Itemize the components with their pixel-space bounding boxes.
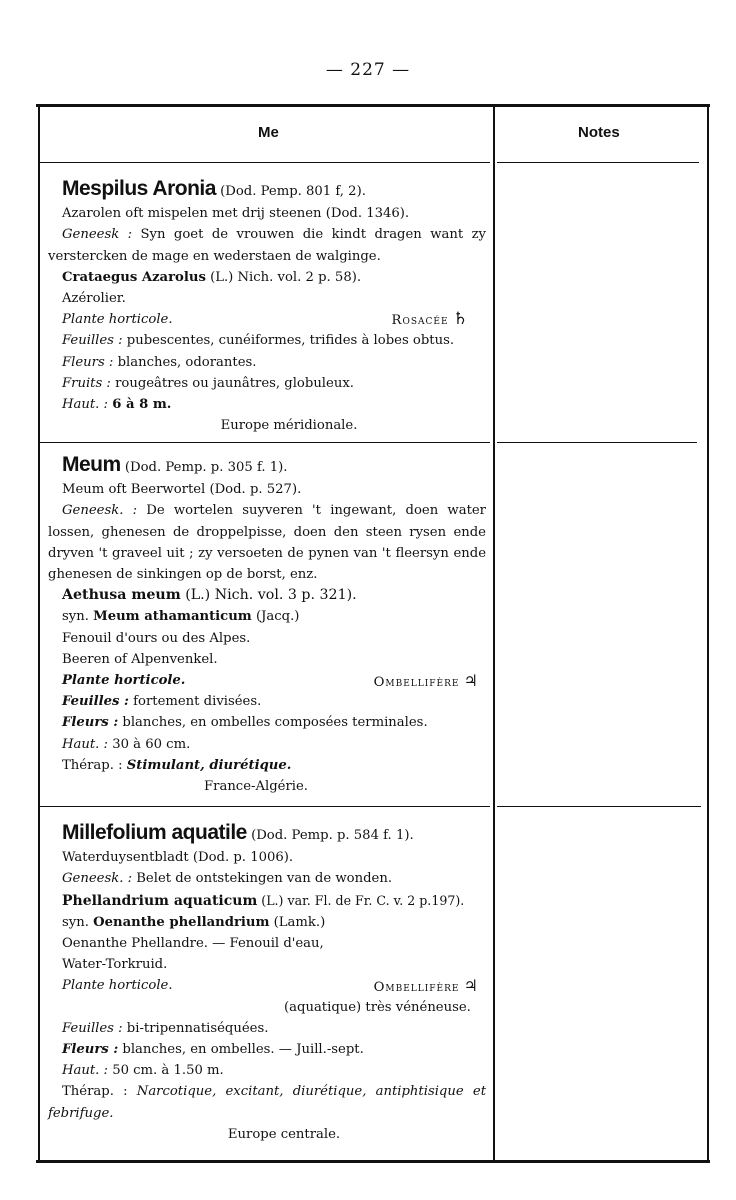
geneesk-label: Geneesk. : — [62, 871, 133, 887]
toxicity-note: (aquatique) très vénéneuse. — [284, 999, 471, 1015]
synonym-reference: (Lamk.) — [273, 914, 326, 930]
common-name: Beeren of Alpenvenkel. — [62, 651, 218, 667]
synonym-reference: (L.) Nich. vol. 3 p. 321). — [185, 587, 357, 604]
family-name: Ombellifère — [373, 980, 460, 996]
perennial-symbol-icon: ♃ — [463, 671, 478, 691]
haut-label: Haut. : — [62, 736, 108, 752]
therap-label: Thérap. : — [62, 757, 123, 773]
synonym-name: Meum athamanticum — [93, 609, 252, 625]
feuilles-text: bi-tripennatiséquées. — [126, 1020, 269, 1036]
synonym-name: Oenanthe phellandrium — [93, 914, 270, 930]
therap-text: Narcotique, excitant, diurétique, antiphtisique et febrifuge. — [48, 1084, 486, 1121]
geneesk-block — [48, 224, 486, 266]
page-number: — 227 — — [325, 60, 411, 80]
main-column-header: Me — [258, 124, 279, 141]
plante-type: Plante horticole. — [62, 673, 186, 689]
fleurs-label: Fleurs : — [62, 354, 114, 370]
haut-text: 6 à 8 m. — [112, 397, 172, 413]
fruits-text: rougeâtres ou jaunâtres, globuleux. — [115, 375, 354, 391]
notes-separator-2 — [497, 806, 701, 807]
column-divider — [493, 107, 495, 1160]
entry-mespilus-aronia — [48, 177, 486, 436]
haut-label: Haut. : — [62, 1063, 108, 1079]
geneesk-text: De wortelen suyveren 't ingewant, doen water lossen, ghenesen de droppelpisse, doen den steen rysen ende dryven 't graveel uit ; zy versoeten de pynen van 't fleersyn ende ghenesen de sinkingen op de borst, enz. — [48, 503, 486, 583]
plante-type: Plante horticole. — [62, 978, 173, 994]
geneesk-text: Belet de ontstekingen van de wonden. — [136, 871, 393, 887]
entry-line: Azarolen oft mispelen met drij steenen (Dod. 1346). — [62, 206, 410, 222]
geneesk-label: Geneesk : — [62, 227, 133, 243]
fleurs-text: blanches, odorantes. — [117, 354, 257, 370]
syn-label: syn. — [62, 914, 89, 930]
entry-reference: (Dod. Pemp. p. 584 f. 1). — [251, 828, 414, 843]
left-border — [38, 107, 40, 1160]
geneesk-text: Syn goet de vrouwen die kindt dragen want zy verstercken de mage en wederstaen de walginge. — [48, 227, 486, 264]
feuilles-label: Feuilles : — [62, 694, 129, 710]
entry-line: Meum oft Beerwortel (Dod. p. 527). — [62, 482, 302, 498]
fruits-label: Fruits : — [62, 375, 111, 391]
haut-text: 50 cm. à 1.50 m. — [112, 1063, 224, 1079]
region: Europe méridionale. — [220, 418, 358, 434]
entry-title: Mespilus Aronia — [62, 177, 216, 200]
common-name: Water-Torkruid. — [62, 957, 168, 973]
fleurs-text: blanches, en ombelles. — Juill.-sept. — [122, 1042, 364, 1058]
feuilles-text: pubescentes, cunéiformes, trifides à lobes obtus. — [126, 333, 455, 349]
header-separator-notes — [497, 162, 699, 163]
entry-line: Waterduysentbladt (Dod. p. 1006). — [62, 850, 294, 866]
synonym-reference: (Jacq.) — [255, 609, 300, 625]
family-name: Ombellifère — [373, 675, 460, 691]
feuilles-text: fortement divisées. — [133, 694, 262, 710]
entry-meum — [48, 453, 486, 797]
common-name: Fenouil d'ours ou des Alpes. — [62, 630, 251, 646]
therap-block — [48, 1081, 486, 1123]
notes-column-header: Notes — [578, 124, 620, 141]
family-name: Rosacée — [391, 313, 449, 329]
fleurs-label: Fleurs : — [62, 1042, 119, 1058]
syn-label: syn. — [62, 609, 89, 625]
entry-millefolium-aquatile — [48, 821, 486, 1145]
top-rule — [36, 104, 710, 107]
plante-type: Plante horticole. — [62, 312, 173, 328]
synonym-reference: (L.) var. Fl. de Fr. C. v. 2 p.197). — [261, 892, 465, 908]
perennial-symbol-icon: ♃ — [463, 976, 478, 996]
feuilles-label: Feuilles : — [62, 333, 123, 349]
notes-separator-1 — [497, 442, 697, 443]
entry-separator-2 — [38, 806, 490, 807]
synonym-name: Crataegus Azarolus — [62, 269, 206, 285]
entry-reference: (Dod. Pemp. 801 f, 2). — [220, 184, 366, 199]
geneesk-block — [48, 500, 486, 585]
therap-text: Stimulant, diurétique. — [126, 757, 292, 773]
haut-label: Haut. : — [62, 397, 108, 413]
common-name: Oenanthe Phellandre. — Fenouil d'eau, — [62, 936, 324, 952]
fleurs-text: blanches, en ombelles composées terminales. — [122, 715, 428, 731]
synonym-name: Phellandrium aquaticum — [62, 892, 258, 909]
synonym-reference: (L.) Nich. vol. 2 p. 58). — [210, 269, 362, 285]
entry-separator-1 — [38, 442, 490, 443]
header-separator-main — [38, 162, 490, 163]
fleurs-label: Fleurs : — [62, 715, 119, 731]
geneesk-label: Geneesk. : — [62, 503, 138, 519]
right-border — [707, 107, 709, 1160]
entry-title: Meum — [62, 453, 121, 476]
feuilles-label: Feuilles : — [62, 1020, 123, 1036]
region: France-Algérie. — [204, 779, 308, 795]
entry-title: Millefolium aquatile — [62, 821, 247, 844]
entry-reference: (Dod. Pemp. p. 305 f. 1). — [124, 460, 288, 475]
therap-label: Thérap. : — [62, 1084, 128, 1100]
region: Europe centrale. — [227, 1126, 341, 1142]
bottom-rule — [36, 1160, 710, 1163]
common-name: Azérolier. — [62, 291, 126, 307]
woody-symbol-icon: ♄ — [452, 309, 468, 330]
synonym-name: Aethusa meum — [62, 587, 181, 604]
haut-text: 30 à 60 cm. — [112, 736, 191, 752]
